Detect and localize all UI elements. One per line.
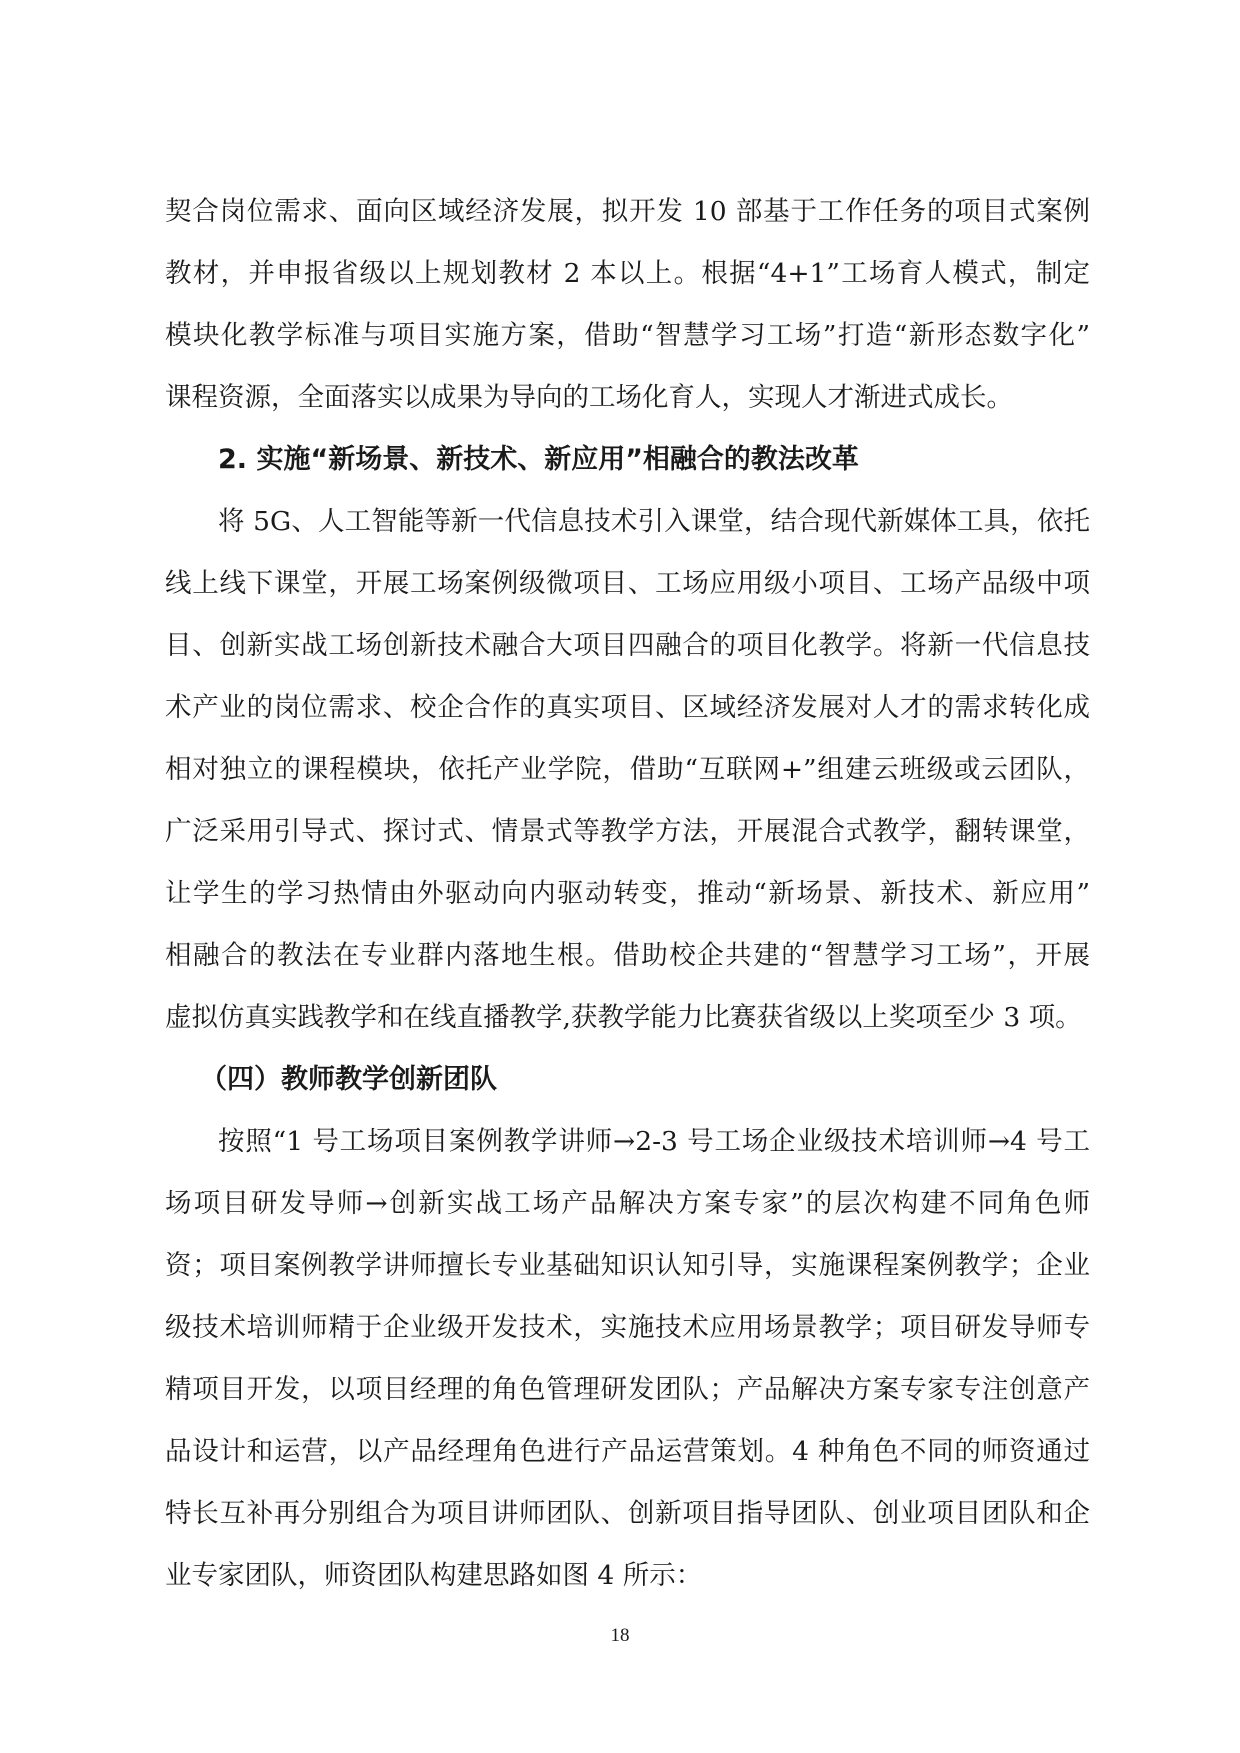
paragraph-3-line-2: 场项目研发导师→创新实战工场产品解决方案专家”的层次构建不同角色师 [165, 1188, 1090, 1219]
paragraph-1-line-4: 课程资源，全面落实以成果为导向的工场化育人，实现人才渐进式成长。 [165, 382, 1013, 413]
paragraph-1-line-1: 契合岗位需求、面向区域经济发展，拟开发 10 部基于工作任务的项目式案例 [165, 196, 1090, 227]
paragraph-3-line-8: 业专家团队，师资团队构建思路如图 4 所示： [165, 1560, 703, 1591]
paragraph-2-line-7: 让学生的学习热情由外驱动向内驱动转变，推动“新场景、新技术、新应用” [165, 878, 1090, 909]
section-heading-4: （四）教师教学创新团队 [200, 1064, 497, 1095]
paragraph-2-line-2: 线上线下课堂，开展工场案例级微项目、工场应用级小项目、工场产品级中项 [165, 568, 1090, 599]
paragraph-3-line-3: 资；项目案例教学讲师擅长专业基础知识认知引导，实施课程案例教学；企业 [165, 1250, 1090, 1281]
paragraph-2-line-9: 虚拟仿真实践教学和在线直播教学,获教学能力比赛获省级以上奖项至少 3 项。 [165, 1002, 1082, 1033]
paragraph-2-line-3: 目、创新实战工场创新技术融合大项目四融合的项目化教学。将新一代信息技 [165, 630, 1090, 661]
paragraph-1-line-2: 教材，并申报省级以上规划教材 2 本以上。根据“4+1”工场育人模式，制定 [165, 258, 1090, 289]
paragraph-1-line-3: 模块化教学标准与项目实施方案，借助“智慧学习工场”打造“新形态数字化” [165, 320, 1090, 351]
paragraph-2-line-8: 相融合的教法在专业群内落地生根。借助校企共建的“智慧学习工场”，开展 [165, 940, 1090, 971]
paragraph-3-line-1: 按照“1 号工场项目案例教学讲师→2-3 号工场企业级技术培训师→4 号工 [218, 1126, 1090, 1157]
paragraph-3-line-7: 特长互补再分别组合为项目讲师团队、创新项目指导团队、创业项目团队和企 [165, 1498, 1090, 1529]
section-heading-2: 2. 实施“新场景、新技术、新应用”相融合的教法改革 [218, 444, 859, 475]
paragraph-2-line-1: 将 5G、人工智能等新一代信息技术引入课堂，结合现代新媒体工具，依托 [218, 506, 1090, 537]
paragraph-3-line-4: 级技术培训师精于企业级开发技术，实施技术应用场景教学；项目研发导师专 [165, 1312, 1090, 1343]
paragraph-2-line-4: 术产业的岗位需求、校企合作的真实项目、区域经济发展对人才的需求转化成 [165, 692, 1090, 723]
paragraph-2-line-6: 广泛采用引导式、探讨式、情景式等教学方法，开展混合式教学，翻转课堂， [165, 816, 1090, 847]
page-number: 18 [610, 1625, 630, 1646]
paragraph-2-line-5: 相对独立的课程模块，依托产业学院，借助“互联网+”组建云班级或云团队， [165, 754, 1090, 785]
paragraph-3-line-5: 精项目开发，以项目经理的角色管理研发团队；产品解决方案专家专注创意产 [165, 1374, 1090, 1405]
paragraph-3-line-6: 品设计和运营，以产品经理角色进行产品运营策划。4 种角色不同的师资通过 [165, 1436, 1090, 1467]
